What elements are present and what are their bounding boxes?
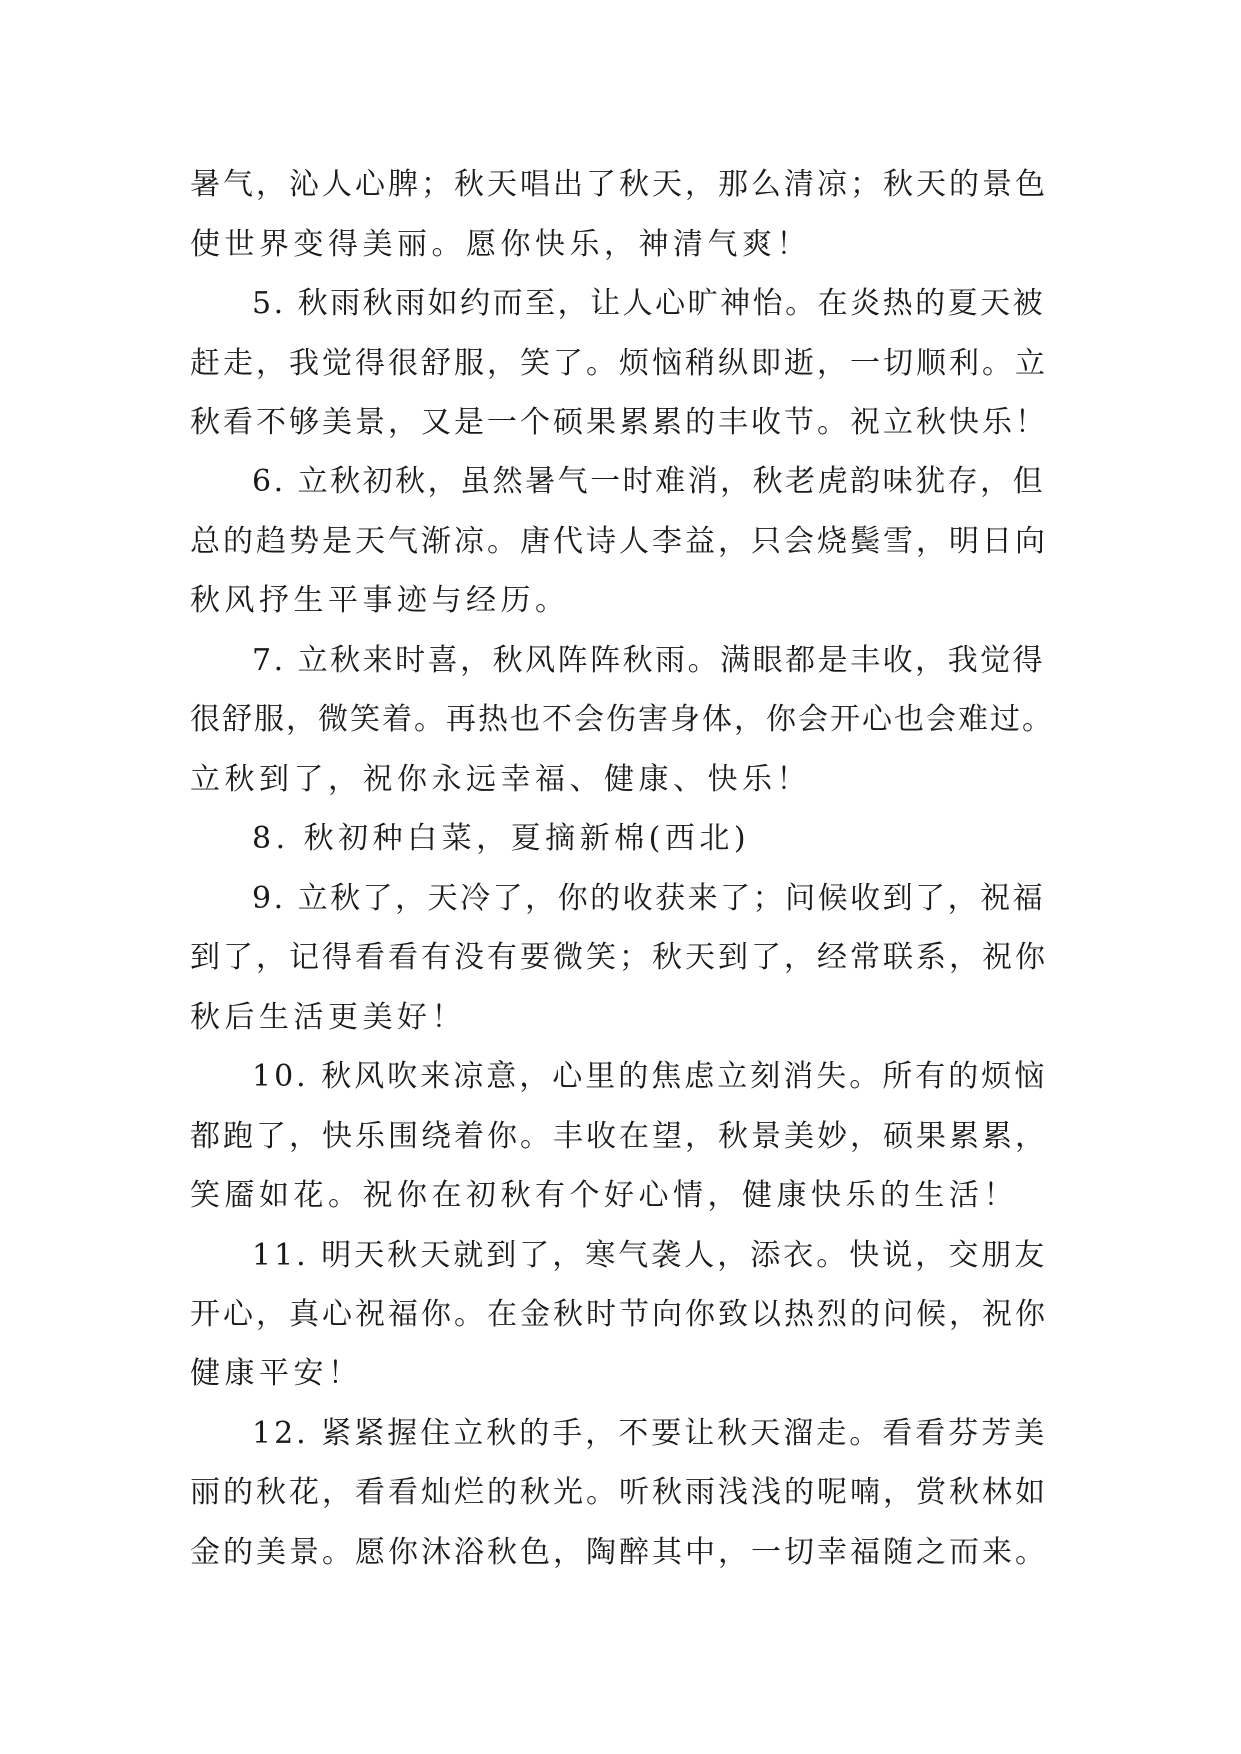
text-line: 秋看不够美景，又是一个硕果累累的丰收节。祝立秋快乐！ bbox=[190, 405, 1048, 440]
text-line: 立秋到了，祝你永远幸福、健康、快乐！ bbox=[190, 762, 811, 797]
text-line: 很舒服，微笑着。再热也不会伤害身体，你会开心也会难过。 bbox=[190, 702, 1054, 737]
text-line: 秋后生活更美好！ bbox=[190, 1000, 466, 1035]
text-line: 笑靥如花。祝你在初秋有个好心情，健康快乐的生活！ bbox=[190, 1178, 1018, 1213]
text-line: 到了，记得看看有没有要微笑；秋天到了，经常联系，祝你 bbox=[190, 940, 1048, 975]
text-line: 都跑了，快乐围绕着你。丰收在望，秋景美妙，硕果累累， bbox=[190, 1119, 1048, 1154]
text-line: 健康平安！ bbox=[190, 1356, 363, 1391]
paragraph-10-start: 10. 秋风吹来凉意，心里的焦虑立刻消失。所有的烦恼 bbox=[252, 1059, 1048, 1094]
text-line: 金的美景。愿你沐浴秋色，陶醉其中，一切幸福随之而来。 bbox=[190, 1535, 1048, 1570]
paragraph-9-start: 9. 立秋了，天冷了，你的收获来了；问候收到了，祝福 bbox=[252, 881, 1046, 916]
paragraph-7-start: 7. 立秋来时喜，秋风阵阵秋雨。满眼都是丰收，我觉得 bbox=[252, 643, 1046, 678]
text-line: 丽的秋花，看看灿烂的秋光。听秋雨浅浅的呢喃，赏秋林如 bbox=[190, 1475, 1048, 1510]
text-line: 赶走，我觉得很舒服，笑了。烦恼稍纵即逝，一切顺利。立 bbox=[190, 346, 1048, 381]
text-line: 暑气，沁人心脾；秋天唱出了秋天，那么清凉；秋天的景色 bbox=[190, 167, 1048, 202]
paragraph-12-start: 12. 紧紧握住立秋的手，不要让秋天溜走。看看芬芳美 bbox=[252, 1416, 1048, 1451]
text-line: 使世界变得美丽。愿你快乐，神清气爽！ bbox=[190, 227, 811, 262]
text-line: 开心，真心祝福你。在金秋时节向你致以热烈的问候，祝你 bbox=[190, 1297, 1048, 1332]
paragraph-11-start: 11. 明天秋天就到了，寒气袭人，添衣。快说，交朋友 bbox=[252, 1238, 1048, 1273]
text-line: 秋风抒生平事迹与经历。 bbox=[190, 583, 570, 618]
text-line: 总的趋势是天气渐凉。唐代诗人李益，只会烧鬓雪，明日向 bbox=[190, 524, 1048, 559]
paragraph-8-start: 8. 秋初种白菜，夏摘新棉(西北) bbox=[252, 821, 751, 856]
paragraph-6-start: 6. 立秋初秋，虽然暑气一时难消，秋老虎韵味犹存，但 bbox=[252, 464, 1046, 499]
paragraph-5-start: 5. 秋雨秋雨如约而至，让人心旷神怡。在炎热的夏天被 bbox=[252, 286, 1046, 321]
